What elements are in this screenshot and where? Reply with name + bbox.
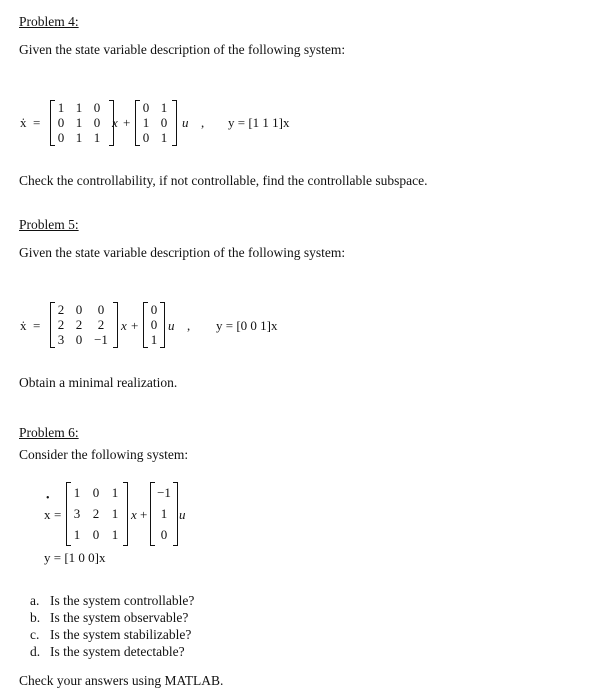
matrix-cell: 0 (57, 115, 65, 130)
matrix-b (135, 100, 177, 146)
xdot-symbol: ẋ (20, 115, 27, 130)
problem4-intro: Given the state variable description of the following system: (19, 42, 346, 57)
list-item: Is the system detectable? (50, 644, 185, 659)
matrix-a (50, 302, 118, 348)
matrix-cell: 0 (93, 115, 101, 130)
problem6-intro: Consider the following system: (19, 447, 189, 462)
matrix-cell: 0 (92, 485, 100, 500)
matrix-cell: 0 (75, 302, 83, 317)
matrix-cell: 2 (57, 302, 65, 317)
list-marker: d. (30, 644, 41, 659)
equals-sign: = (54, 507, 62, 522)
list-item: Is the system observable? (50, 610, 189, 625)
xdot-dot: • (46, 493, 50, 504)
matrix-cell: 0 (75, 332, 83, 347)
equals-sign: = (33, 318, 41, 333)
matrix-b (143, 302, 165, 348)
plus-sign: + (123, 115, 131, 130)
plus-sign: + (140, 507, 148, 522)
comma: , (201, 115, 205, 130)
equals-sign: = (33, 115, 41, 130)
matrix-cell: 0 (142, 100, 150, 115)
matrix-cell: 1 (150, 332, 158, 347)
matrix-cell: 0 (57, 130, 65, 145)
problem4-question: Check the controllability, if not controllable, find the controllable subspace. (19, 173, 428, 188)
matrix-cell: 0 (142, 130, 150, 145)
input-u: u (182, 115, 189, 130)
matrix-cell: 2 (97, 317, 105, 332)
matrix-cell: 0 (93, 100, 101, 115)
matrix-cell: 1 (75, 115, 83, 130)
matrix-cell: 2 (57, 317, 65, 332)
xdot-symbol: ẋ (20, 318, 27, 333)
matrix-cell: 1 (57, 100, 65, 115)
matrix-cell: 3 (57, 332, 65, 347)
list-item: Is the system controllable? (50, 593, 195, 608)
output-equation: y = [0 0 1]x (216, 318, 278, 333)
matrix-cell: 1 (111, 527, 119, 542)
problem4-heading: Problem 4: (19, 14, 79, 29)
matrix-cell: 3 (73, 506, 81, 521)
problem5-question: Obtain a minimal realization. (19, 375, 178, 390)
problem6-output-equation: y = [1 0 0]x (44, 550, 106, 565)
input-u: u (179, 507, 186, 522)
comma: , (187, 318, 191, 333)
problem5-intro: Given the state variable description of the following system: (19, 245, 346, 260)
matrix-cell: −1 (157, 485, 171, 500)
matrix-cell: 0 (150, 302, 158, 317)
list-marker: c. (30, 627, 40, 642)
matrix-cell: 1 (75, 100, 83, 115)
list-item: Is the system stabilizable? (50, 627, 192, 642)
state-vector-x: x (131, 507, 137, 522)
state-derivative-x: x (44, 507, 51, 522)
problem5-heading: Problem 5: (19, 217, 79, 232)
matrix-cell: 1 (111, 485, 119, 500)
matrix-cell: 1 (93, 130, 101, 145)
plus-sign: + (131, 318, 139, 333)
matrix-cell: 1 (73, 527, 81, 542)
matrix-cell: 0 (97, 302, 105, 317)
output-equation: y = [1 1 1]x (228, 115, 290, 130)
matrix-cell: 0 (150, 317, 158, 332)
matrix-cell: 1 (73, 485, 81, 500)
matrix-cell: 0 (160, 527, 168, 542)
matrix-cell: 1 (142, 115, 150, 130)
state-vector-x: x (121, 318, 127, 333)
matrix-cell: −1 (94, 332, 108, 347)
matrix-cell: 2 (92, 506, 100, 521)
matrix-cell: 1 (111, 506, 119, 521)
input-u: u (168, 318, 175, 333)
problem6-footer: Check your answers using MATLAB. (19, 673, 224, 688)
matrix-cell: 1 (160, 130, 168, 145)
list-marker: a. (30, 593, 40, 608)
matrix-cell: 2 (75, 317, 83, 332)
state-vector-x: x (112, 115, 118, 130)
matrix-cell: 1 (75, 130, 83, 145)
matrix-a (50, 100, 114, 146)
matrix-cell: 1 (160, 100, 168, 115)
matrix-b (150, 482, 178, 546)
matrix-cell: 0 (92, 527, 100, 542)
matrix-a (66, 482, 128, 546)
matrix-cell: 0 (160, 115, 168, 130)
problem6-heading: Problem 6: (19, 425, 79, 440)
matrix-cell: 1 (160, 506, 168, 521)
list-marker: b. (30, 610, 41, 625)
